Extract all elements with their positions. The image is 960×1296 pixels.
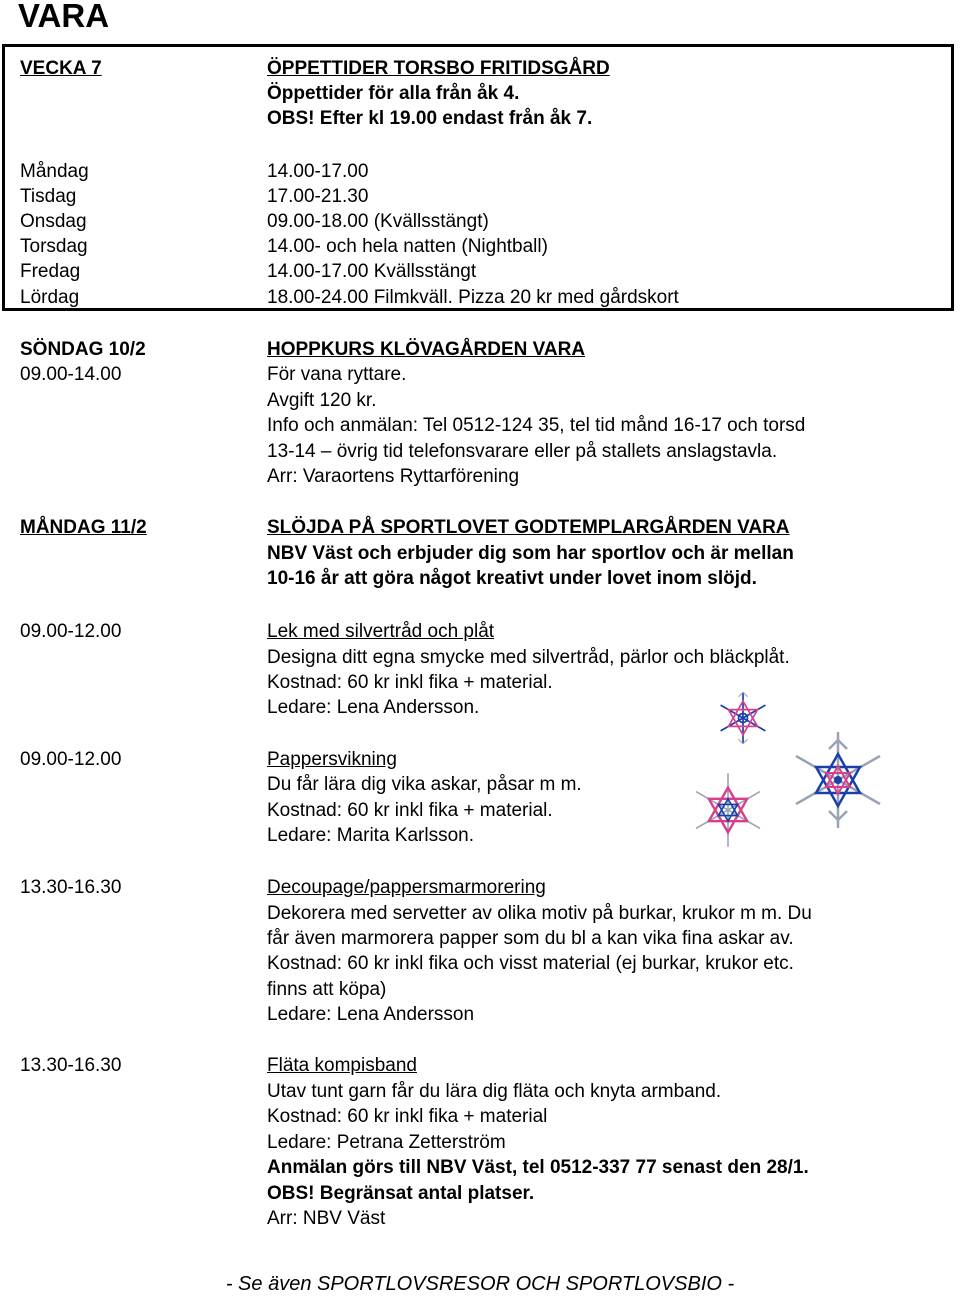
activity-time: 13.30-16.30 bbox=[20, 1055, 122, 1076]
sunday-heading: HOPPKURS KLÖVAGÅRDEN VARA bbox=[267, 339, 586, 360]
activity-time: 09.00-12.00 bbox=[20, 749, 122, 770]
activity-title: Fläta kompisband bbox=[267, 1055, 417, 1076]
day-hours: 14.00- och hela natten (Nightball) bbox=[267, 236, 548, 257]
day-label: Måndag bbox=[20, 161, 89, 182]
sunday-text: 13-14 – övrig tid telefonsvarare eller på stallets anslagstavla. bbox=[267, 441, 778, 462]
opening-info-line: Öppettider för alla från åk 4. bbox=[267, 83, 520, 104]
monday-date: MÅNDAG 11/2 bbox=[20, 517, 147, 538]
snowflake-icon bbox=[688, 770, 768, 850]
activity-text: Kostnad: 60 kr inkl fika + material bbox=[267, 1106, 548, 1127]
snowflake-icon bbox=[715, 690, 771, 746]
activity-text: får även marmorera papper som du bl a kan vika fina askar av. bbox=[267, 928, 794, 949]
activity-title: Lek med silvertråd och plåt bbox=[267, 621, 495, 642]
activity-text: Utav tunt garn får du lära dig fläta och knyta armband. bbox=[267, 1081, 722, 1102]
day-hours: 18.00-24.00 Filmkväll. Pizza 20 kr med gårdskort bbox=[267, 287, 679, 308]
sunday-date: SÖNDAG 10/2 bbox=[20, 339, 146, 360]
activity-time: 09.00-12.00 bbox=[20, 621, 122, 642]
activity-text: Designa ditt egna smycke med silvertråd, pärlor och bläckplåt. bbox=[267, 647, 790, 668]
activity-text: Kostnad: 60 kr inkl fika + material. bbox=[267, 800, 553, 821]
activity-text: Ledare: Lena Andersson. bbox=[267, 697, 480, 718]
monday-intro: NBV Väst och erbjuder dig som har sportlov och är mellan bbox=[267, 543, 794, 564]
sunday-text: Info och anmälan: Tel 0512-124 35, tel tid månd 16-17 och torsd bbox=[267, 415, 806, 436]
activity-text: Kostnad: 60 kr inkl fika och visst material (ej burkar, krukor etc. bbox=[267, 953, 794, 974]
day-hours: 14.00-17.00 bbox=[267, 161, 369, 182]
signup-text: OBS! Begränsat antal platser. bbox=[267, 1183, 535, 1204]
activity-text: Ledare: Lena Andersson bbox=[267, 1004, 475, 1025]
sunday-time: 09.00-14.00 bbox=[20, 364, 122, 385]
day-hours: 17.00-21.30 bbox=[267, 186, 369, 207]
day-label: Lördag bbox=[20, 287, 80, 308]
signup-text: Anmälan görs till NBV Väst, tel 0512-337 77 senast den 28/1. bbox=[267, 1157, 809, 1178]
snowflake-icon bbox=[788, 730, 888, 830]
week-label: VECKA 7 bbox=[20, 58, 102, 79]
day-hours: 14.00-17.00 Kvällsstängt bbox=[267, 261, 477, 282]
footer-note: - Se även SPORTLOVSRESOR OCH SPORTLOVSBIO - bbox=[225, 1273, 735, 1295]
day-hours: 09.00-18.00 (Kvällsstängt) bbox=[267, 211, 489, 232]
organizer-text: Arr: NBV Väst bbox=[267, 1208, 386, 1229]
day-label: Fredag bbox=[20, 261, 81, 282]
page-title: VARA bbox=[18, 0, 110, 34]
activity-title: Pappersvikning bbox=[267, 749, 397, 770]
day-label: Torsdag bbox=[20, 236, 88, 257]
opening-info-line: OBS! Efter kl 19.00 endast från åk 7. bbox=[267, 108, 593, 129]
sunday-text: För vana ryttare. bbox=[267, 364, 407, 385]
activity-time: 13.30-16.30 bbox=[20, 877, 122, 898]
monday-intro: 10-16 år att göra något kreativt under lovet inom slöjd. bbox=[267, 568, 757, 589]
activity-text: finns att köpa) bbox=[267, 979, 387, 1000]
activity-text: Dekorera med servetter av olika motiv på burkar, krukor m m. Du bbox=[267, 903, 812, 924]
opening-hours-heading: ÖPPETTIDER TORSBO FRITIDSGÅRD bbox=[267, 58, 610, 79]
day-label: Onsdag bbox=[20, 211, 87, 232]
activity-text: Ledare: Petrana Zetterström bbox=[267, 1132, 506, 1153]
activity-title: Decoupage/pappersmarmorering bbox=[267, 877, 546, 898]
sunday-text: Avgift 120 kr. bbox=[267, 390, 377, 411]
monday-heading: SLÖJDA PÅ SPORTLOVET GODTEMPLARGÅRDEN VARA bbox=[267, 517, 790, 538]
activity-text: Ledare: Marita Karlsson. bbox=[267, 825, 474, 846]
day-label: Tisdag bbox=[20, 186, 77, 207]
sunday-text: Arr: Varaortens Ryttarförening bbox=[267, 466, 520, 487]
activity-text: Kostnad: 60 kr inkl fika + material. bbox=[267, 672, 553, 693]
activity-text: Du får lära dig vika askar, påsar m m. bbox=[267, 774, 582, 795]
